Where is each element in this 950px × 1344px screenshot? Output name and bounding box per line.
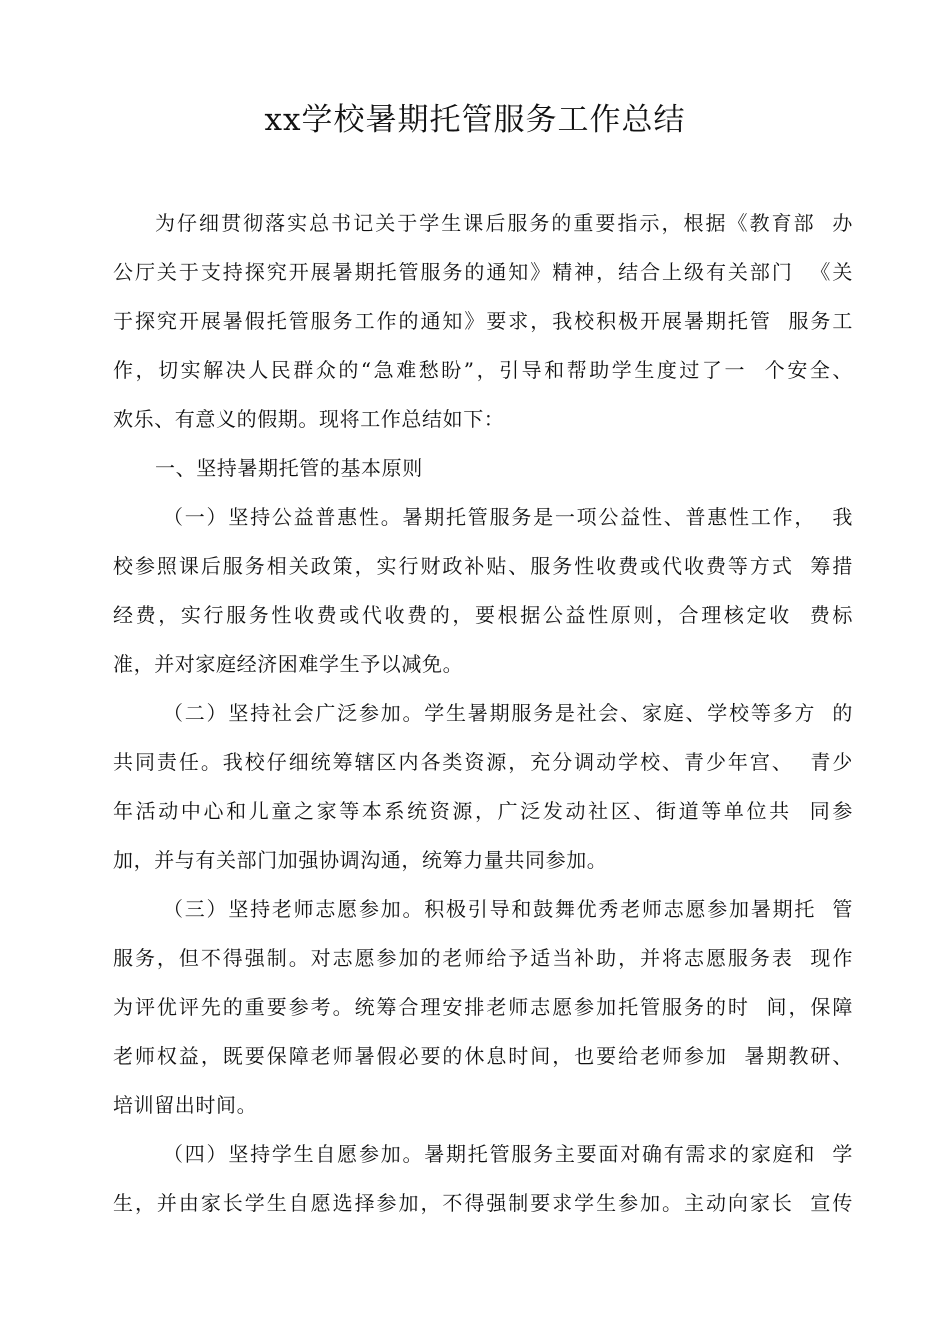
paragraph-line: （一）坚持公益普惠性。暑期托管服务是一项公益性、普惠性工作， 我 [163,505,853,529]
paragraph-line: 欢乐、有意义的假期。现将工作总结如下： [113,407,505,431]
paragraph-line: 年活动中心和儿童之家等本系统资源，广泛发动社区、街道等单位共 同参 [113,799,853,823]
section-heading: 一、坚持暑期托管的基本原则 [155,456,423,480]
paragraph-line: 培训留出时间。 [113,1093,258,1117]
paragraph-line: 加，并与有关部门加强协调沟通，统筹力量共同参加。 [113,848,608,872]
paragraph-line: （三）坚持老师志愿参加。积极引导和鼓舞优秀老师志愿参加暑期托 管 [163,897,853,921]
paragraph-line: （四）坚持学生自愿参加。暑期托管服务主要面对确有需求的家庭和 学 [163,1142,853,1166]
paragraph-line: 共同责任。我校仔细统筹辖区内各类资源，充分调动学校、青少年宫、 青少 [113,750,853,774]
paragraph-line: 为仔细贯彻落实总书记关于学生课后服务的重要指示，根据《教育部 办 [155,211,853,235]
document-title: xx学校暑期托管服务工作总结 [264,102,686,138]
paragraph-line: 公厅关于支持探究开展暑期托管服务的通知》精神，结合上级有关部门 《关 [113,260,853,284]
paragraph-line: 准，并对家庭经济困难学生予以减免。 [113,652,464,676]
document-body [113,206,853,1235]
paragraph-line: 老师权益，既要保障老师暑假必要的休息时间，也要给老师参加 暑期教研、 [113,1044,853,1068]
paragraph-line: 经费，实行服务性收费或代收费的，要根据公益性原则，合理核定收 费标 [113,603,853,627]
paragraph-line: 服务，但不得强制。对志愿参加的老师给予适当补助，并将志愿服务表 现作 [113,946,853,970]
paragraph-line: 为评优评先的重要参考。统筹合理安排老师志愿参加托管服务的时 间，保障 [113,995,853,1019]
paragraph-line: 于探究开展暑假托管服务工作的通知》要求，我校积极开展暑期托管 服务工 [113,309,853,333]
paragraph-line: （二）坚持社会广泛参加。学生暑期服务是社会、家庭、学校等多方 的 [163,701,853,725]
paragraph-line: 作，切实解决人民群众的“急难愁盼”，引导和帮助学生度过了一 个安全、 [113,358,853,382]
paragraph-line: 校参照课后服务相关政策，实行财政补贴、服务性收费或代收费等方式 筹措 [113,554,853,578]
paragraph-line: 生，并由家长学生自愿选择参加，不得强制要求学生参加。主动向家长 宣传 [113,1191,853,1215]
